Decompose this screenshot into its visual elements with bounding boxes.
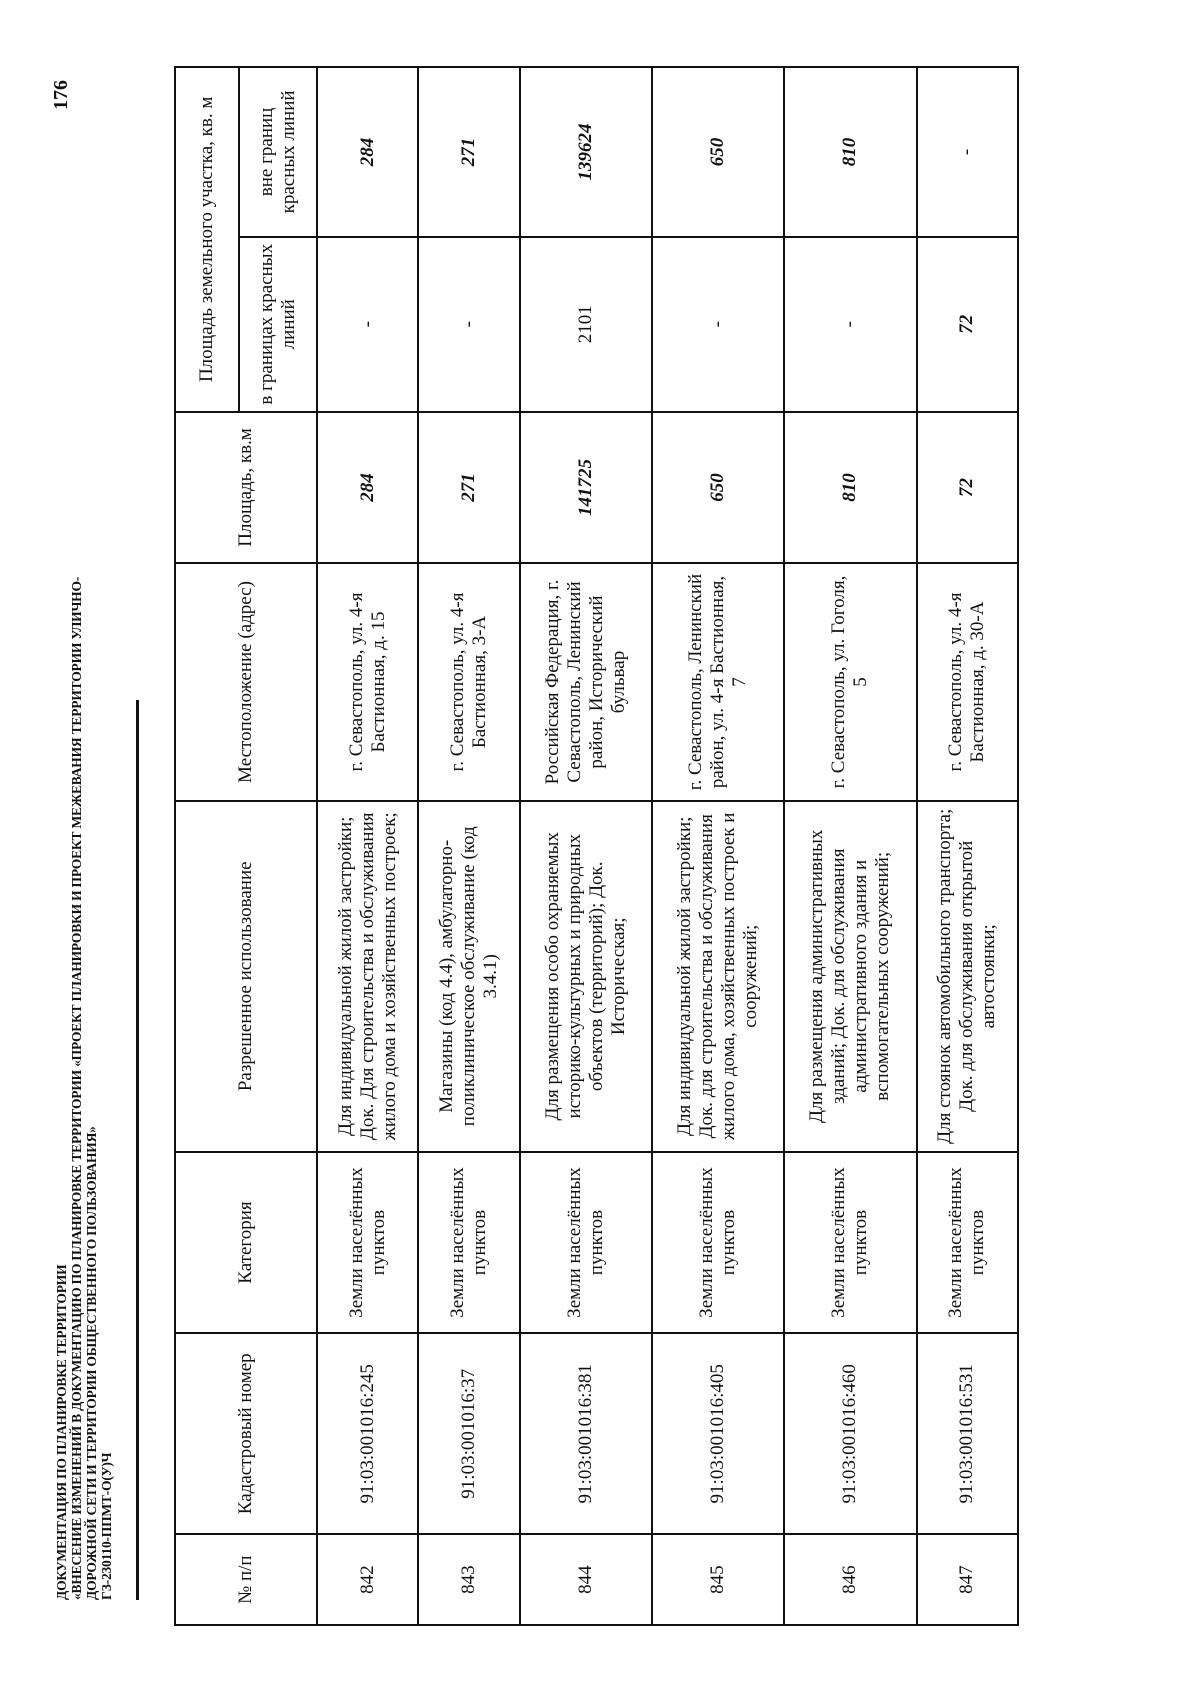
- row-location: г. Севастополь, ул. Гоголя, 5: [784, 563, 916, 800]
- row-outside: -: [917, 67, 1018, 237]
- row-inside: -: [418, 237, 519, 412]
- row-cadastral: 91:03:001016:37: [418, 1333, 519, 1534]
- header-line: «ВНЕСЕНИЕ ИЗМЕНЕНИЙ В ДОКУМЕНТАЦИЮ ПО ПЛАНИРОВКЕ ТЕРРИТОРИИ «ПРОЕКТ ПЛАНИРОВКИ И ПРОЕКТ МЕЖЕВАНИЯ ТЕРРИТОРИИ УЛИЧНО-: [69, 576, 84, 1600]
- page-number: 176: [50, 80, 72, 110]
- land-plots-table: [174, 66, 1019, 1626]
- header-location: Местоположение (адрес): [175, 563, 317, 800]
- row-num: 847: [917, 1534, 1018, 1625]
- row-location: г. Севастополь, ул. 4-я Бастионная, д. 15: [317, 563, 418, 800]
- row-cadastral: 91:03:001016:405: [652, 1333, 784, 1534]
- table-row: [520, 67, 652, 1625]
- row-area: 284: [317, 412, 418, 564]
- table-row: [418, 67, 519, 1625]
- row-inside: 72: [917, 237, 1018, 412]
- row-permitted-use: Для индивидуальной жилой застройки; Док. для строительства и обслуживания жилого дома, хозяйственных построек и сооружений;: [652, 801, 784, 1152]
- row-num: 846: [784, 1534, 916, 1625]
- row-cadastral: 91:03:001016:245: [317, 1333, 418, 1534]
- table-row: [317, 67, 418, 1625]
- header-area: Площадь, кв.м: [175, 412, 317, 564]
- row-permitted-use: Для индивидуальной жилой застройки; Док. Для строительства и обслуживания жилого дома и хозяйственных построек;: [317, 801, 418, 1152]
- row-location: Российская Федерация, г. Севастополь, Ленинский район, Исторический бульвар: [520, 563, 652, 800]
- row-num: 845: [652, 1534, 784, 1625]
- row-permitted-use: Для размещения особо охраняемых историко-культурных и природных объектов (территорий); Док. Историческая;: [520, 801, 652, 1152]
- row-area: 72: [917, 412, 1018, 564]
- row-cadastral: 91:03:001016:531: [917, 1333, 1018, 1534]
- row-outside: 139624: [520, 67, 652, 237]
- row-permitted-use: Магазины (код 4.4), амбулаторно-поликлиническое обслуживание (код 3.4.1): [418, 801, 519, 1152]
- row-cadastral: 91:03:001016:460: [784, 1333, 916, 1534]
- table-row: [784, 67, 916, 1625]
- row-category: Земли населённых пунктов: [418, 1152, 519, 1333]
- table-row: [652, 67, 784, 1625]
- row-inside: -: [784, 237, 916, 412]
- header-inside-red-lines: в границах красных линий: [239, 237, 317, 412]
- row-category: Земли населённых пунктов: [784, 1152, 916, 1333]
- row-num: 842: [317, 1534, 418, 1625]
- row-outside: 650: [652, 67, 784, 237]
- header-line: ДОРОЖНОЙ СЕТИ И ТЕРРИТОРИИ ОБЩЕСТВЕННОГО ПОЛЬЗОВАНИЯ»: [84, 1126, 99, 1600]
- row-category: Земли населённых пунктов: [317, 1152, 418, 1333]
- row-num: 843: [418, 1534, 519, 1625]
- row-location: г. Севастополь, Ленинский район, ул. 4-я Бастионная, 7: [652, 563, 784, 800]
- row-outside: 810: [784, 67, 916, 237]
- table-row: [917, 67, 1018, 1625]
- row-permitted-use: Для стоянок автомобильного транспорта; Док. для обслуживания открытой автостоянки;: [917, 801, 1018, 1152]
- row-category: Земли населённых пунктов: [520, 1152, 652, 1333]
- row-inside: 2101: [520, 237, 652, 412]
- row-num: 844: [520, 1534, 652, 1625]
- row-inside: -: [317, 237, 418, 412]
- document-header: [54, 400, 114, 1600]
- row-inside: -: [652, 237, 784, 412]
- row-permitted-use: Для размещения административных зданий; Док. для обслуживания административного здания и вспомогательных сооружений;: [784, 801, 916, 1152]
- row-cadastral: 91:03:001016:381: [520, 1333, 652, 1534]
- header-permitted-use: Разрешенное использование: [175, 801, 317, 1152]
- header-num: № п/п: [175, 1534, 317, 1625]
- header-line: ДОКУМЕНТАЦИЯ ПО ПЛАНИРОВКЕ ТЕРРИТОРИИ: [54, 1264, 69, 1600]
- row-category: Земли населённых пунктов: [917, 1152, 1018, 1333]
- row-area: 650: [652, 412, 784, 564]
- header-plot-area: Площадь земельного участка, кв. м: [175, 67, 239, 412]
- row-area: 271: [418, 412, 519, 564]
- row-outside: 284: [317, 67, 418, 237]
- row-category: Земли населённых пунктов: [652, 1152, 784, 1333]
- header-outside-red-lines: вне границ красных линий: [239, 67, 317, 237]
- header-line: ГЗ-230110-ППМТ-О(У)Ч: [99, 1452, 114, 1600]
- header-cadastral: Кадастровый номер: [175, 1333, 317, 1534]
- row-outside: 271: [418, 67, 519, 237]
- row-area: 810: [784, 412, 916, 564]
- header-category: Категория: [175, 1152, 317, 1333]
- header-divider: [136, 700, 139, 1600]
- row-location: г. Севастополь, ул. 4-я Бастионная, д. 30-А: [917, 563, 1018, 800]
- row-location: г. Севастополь, ул. 4-я Бастионная, 3-А: [418, 563, 519, 800]
- row-area: 141725: [520, 412, 652, 564]
